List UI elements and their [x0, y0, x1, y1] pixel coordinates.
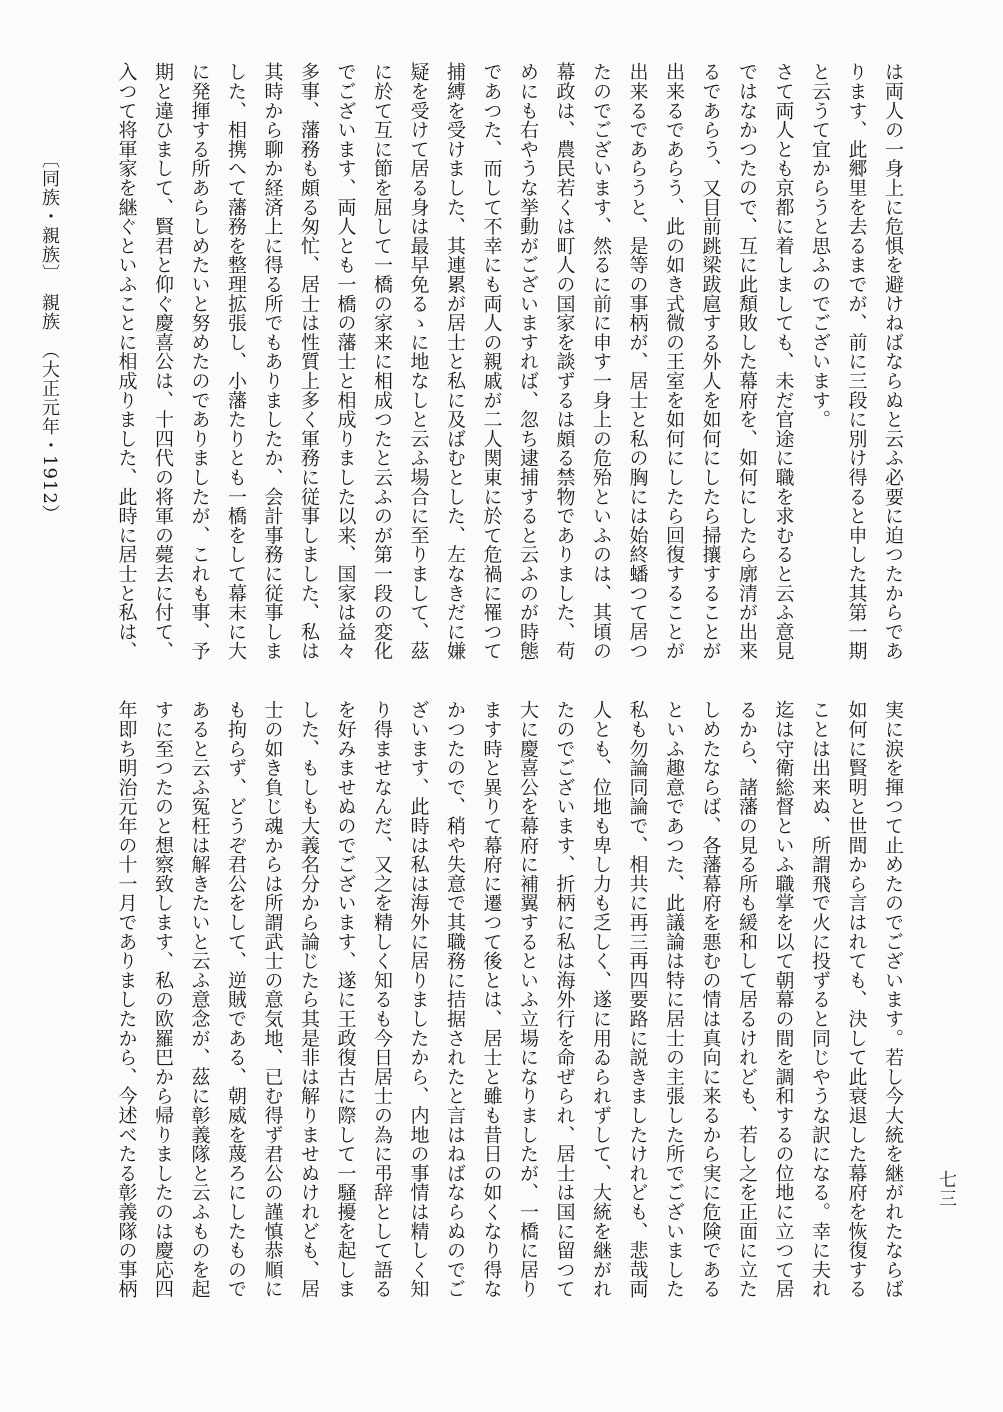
text-line: した、相携へて藩務を整理拡張し、小藩たりとも一橋をして幕末に大	[225, 62, 247, 661]
running-head: 〔同族・親族〕 親族 （大正元年・1912）	[39, 150, 60, 524]
text-line: も拘らず、どうぞ君公をして、逆賊である、朝威を蔑ろにしたもので	[225, 700, 247, 1299]
text-line: たのでございます、折柄に私は海外行を命ぜられ、居士は国に留つて	[553, 700, 576, 1299]
text-line: に於て互に節を屈して一橋の家来に相成つたと云ふのが第一段の変化	[371, 62, 393, 661]
text-line: 実に涙を揮つて止めたのでございます。若し今大統を継がれたならば	[882, 700, 904, 1299]
text-line: あると云ふ冤枉は解きたいと云ふ意念が、茲に彰義隊と云ふものを起	[188, 700, 211, 1299]
text-line: 大に慶喜公を幕府に補翼するといふ立場になりましたが、一橋に居り	[517, 700, 539, 1299]
text-line: 幕政は、農民若くは町人の国家を談ずるは頗る禁物でありました、苟	[553, 62, 576, 661]
text-line: 多事、藩務も頗る匆忙、居士は性質上多く軍務に従事しました、私は	[298, 62, 320, 661]
page-number: 七三	[936, 1170, 957, 1208]
text-line: 其時から聊か経済上に得る所でもありましたか、会計事務に従事しま	[261, 62, 284, 661]
text-line: 期と違ひまして、賢君と仰ぐ慶喜公は、十四代の将軍の薨去に付て、	[152, 62, 174, 661]
text-line: 疑を受けて居る身は最早免るゝに地なしと云ふ場合に至りまして、茲	[407, 62, 430, 661]
text-line: さて両人とも京都に着しましても、未だ官途に職を求むると云ふ意見	[772, 62, 795, 661]
text-line: といふ趣意であつた、此議論は特に居士の主張した所でございました	[663, 700, 685, 1299]
text-line: した、もしも大義名分から論じたら其是非は解りませぬけれども、居	[298, 700, 320, 1299]
text-line: ります、此郷里を去るまでが、前に三段に別け得ると申した其第一期	[845, 62, 868, 661]
text-line: 私も勿論同論で、相共に再三再四要路に説きましたけれども、悲哉両	[626, 700, 649, 1299]
text-line: 出来るであらう、此の如き式微の王室を如何にしたら回復することが	[663, 62, 685, 661]
text-line: るから、諸藩の見る所も緩和して居るけれども、若し之を正面に立た	[736, 700, 758, 1299]
text-line: り得ませなんだ、又之を精しく知るも今日居士の為に弔辞として語る	[371, 700, 393, 1299]
text-line: しめたならば、各藩幕府を悪むの情は真向に来るから実に危険である	[699, 700, 722, 1299]
text-line: 士の如き負じ魂からは所謂武士の意気地、已む得ず君公の謹慎恭順に	[261, 700, 284, 1299]
text-line: ではなかつたので、互に此頽敗した幕府を、如何にしたら廓清が出来	[736, 62, 758, 661]
text-line: 捕縛を受けました、其連累が居士と私に及ばむとした、左なきだに嫌	[444, 62, 466, 661]
text-line: は両人の一身上に危惧を避けねばならぬと云ふ必要に迫つたからであ	[882, 62, 904, 661]
text-line: でございます、両人とも一橋の藩士と相成りました以来、国家は益々	[334, 62, 357, 661]
text-line: を好みませぬのでございます、遂に王政復古に際して一騒擾を起しま	[334, 700, 357, 1299]
text-line: ことは出来ぬ、所謂飛で火に投ずると同じやうな訳になる。幸に夫れ	[809, 700, 831, 1299]
text-line: と云うて宜からうと思ふのでございます。	[809, 62, 831, 429]
text-line: 入つて将軍家を継ぐといふことに相成りました、此時に居士と私は、	[115, 62, 138, 661]
lower-text-block	[91, 700, 911, 1350]
text-line: るであらう、又目前跳梁跋扈する外人を如何にしたら掃攘することが	[699, 62, 722, 661]
text-line: ざいます、此時は私は海外に居りましたから、内地の事情は精しく知	[407, 700, 430, 1299]
text-line: すに至つたのと想察致します、私の欧羅巴から帰りましたのは慶応四	[152, 700, 174, 1299]
text-line: 人とも、位地も卑し力も乏しく、遂に用ゐられずして、大統を継がれ	[590, 700, 612, 1299]
text-line: 年即ち明治元年の十一月でありましたから、今述べたる彰義隊の事柄	[115, 700, 138, 1299]
text-line: 迄は守衛総督といふ職掌を以て朝幕の間を調和するの位地に立つて居	[772, 700, 795, 1299]
text-line: たのでございます、然るに前に申す一身上の危殆といふのは、其頃の	[590, 62, 612, 661]
text-line: であつた、而して不幸にも両人の親戚が二人関東に於て危禍に罹つて	[480, 62, 503, 661]
text-line: に発揮する所あらしめたいと努めたのでありましたが、これも事、予	[188, 62, 211, 661]
text-line: かつたので、稍や失意で其職務に拮据されたと言はねばならぬのでご	[444, 700, 466, 1299]
text-line: 如何に賢明と世間から言はれても、決して此衰退した幕府を恢復する	[845, 700, 868, 1299]
upper-text-block	[91, 62, 911, 682]
text-line: ます時と異りて幕府に遷つて後とは、居士と雖も昔日の如くなり得な	[480, 700, 503, 1299]
text-line: めにも右やうな挙動がございますれば、忽ち逮捕すると云ふのが時態	[517, 62, 539, 661]
text-line: 出来るであらうと、是等の事柄が、居士と私の胸には始終蟠つて居つ	[626, 62, 649, 661]
